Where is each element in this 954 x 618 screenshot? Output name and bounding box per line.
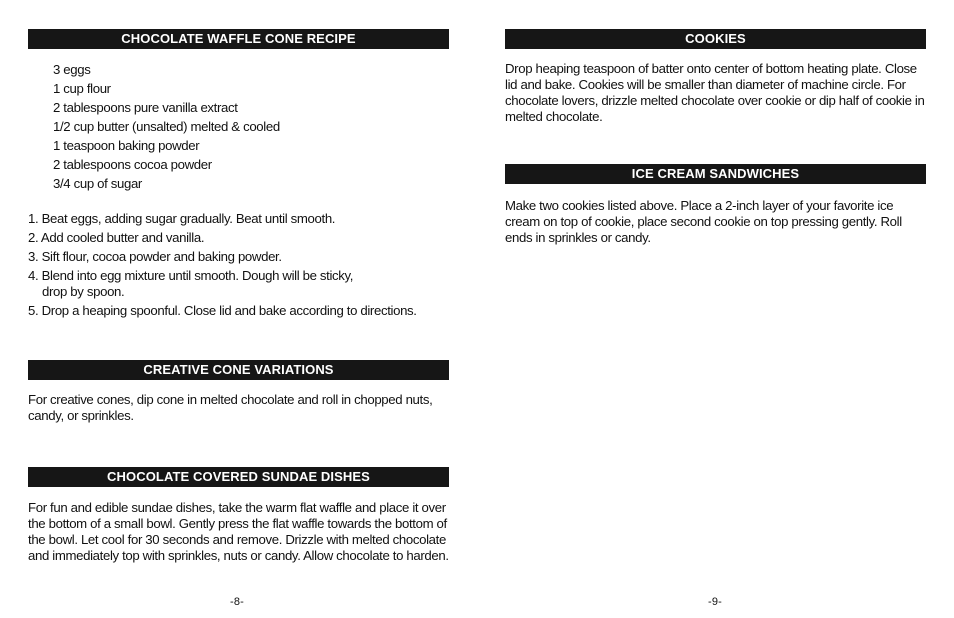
variations-paragraph: For creative cones, dip cone in melted chocolate and roll in chopped nuts, candy, or sprinkles. bbox=[28, 392, 433, 423]
ingredient-item: 1/2 cup butter (unsalted) melted & cooled bbox=[53, 119, 280, 134]
step-text: 4. Blend into egg mixture until smooth. Dough will be sticky, bbox=[28, 268, 354, 283]
step-text: 5. Drop a heaping spoonful. Close lid and bake according to directions. bbox=[28, 303, 417, 318]
sandwich-heading: ICE CREAM SANDWICHES bbox=[505, 164, 926, 184]
sundae-heading: CHOCOLATE COVERED SUNDAE DISHES bbox=[28, 467, 449, 487]
page-number-left: -8- bbox=[230, 596, 245, 608]
sandwich-paragraph: Make two cookies listed above. Place a 2-inch layer of your favorite ice cream on top of cookie, place second cookie on top pressing gently. Roll ends in sprinkles or candy. bbox=[505, 198, 902, 245]
ingredient-item: 1 cup flour bbox=[53, 81, 111, 96]
cookies-paragraph: Drop heaping teaspoon of batter onto center of bottom heating plate. Close lid and bake. Cookies will be smaller than diameter of machine circle. For chocolate lovers, drizzle melted chocolate over cookie or dip half of cookie in melted chocolate. bbox=[505, 61, 925, 124]
recipe-heading: CHOCOLATE WAFFLE CONE RECIPE bbox=[28, 29, 449, 49]
step-item bbox=[28, 303, 449, 319]
ingredient-list bbox=[53, 60, 280, 193]
step-item bbox=[28, 211, 449, 227]
ingredient-item: 2 tablespoons cocoa powder bbox=[53, 157, 212, 172]
step-item bbox=[28, 249, 449, 265]
step-item bbox=[28, 230, 449, 246]
ingredient-item: 3/4 cup of sugar bbox=[53, 176, 142, 191]
cookies-heading: COOKIES bbox=[505, 29, 926, 49]
ingredient-item: 1 teaspoon baking powder bbox=[53, 138, 200, 153]
step-list bbox=[28, 211, 449, 322]
step-text: 3. Sift flour, cocoa powder and baking powder. bbox=[28, 249, 282, 264]
step-item bbox=[28, 268, 449, 300]
step-text: 1. Beat eggs, adding sugar gradually. Beat until smooth. bbox=[28, 211, 336, 226]
ingredient-item: 2 tablespoons pure vanilla extract bbox=[53, 100, 238, 115]
page-number-right: -9- bbox=[708, 596, 723, 608]
sundae-paragraph: For fun and edible sundae dishes, take the warm flat waffle and place it over the bottom of a small bowl. Gently press the flat waffle towards the bottom of the bowl. Let cool for 30 seconds and remove. Drizzle with melted chocolate and immediately top with sprinkles, nuts or candy. Allow chocolate to harden. bbox=[28, 500, 449, 563]
ingredient-item: 3 eggs bbox=[53, 62, 91, 77]
variations-heading: CREATIVE CONE VARIATIONS bbox=[28, 360, 449, 380]
step-text: 2. Add cooled butter and vanilla. bbox=[28, 230, 205, 245]
step-text-continued: drop by spoon. bbox=[42, 284, 125, 299]
